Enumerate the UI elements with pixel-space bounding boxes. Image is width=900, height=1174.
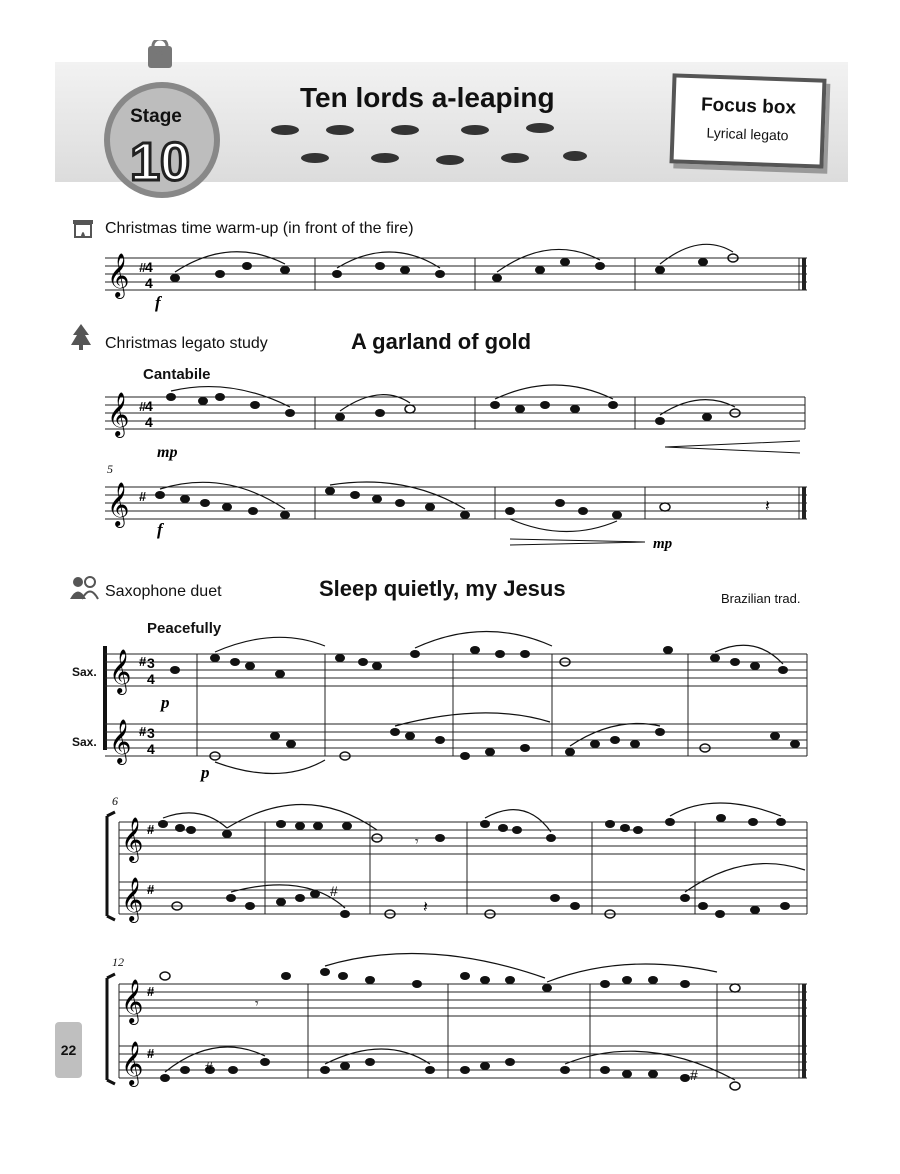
svg-text:𝄞: 𝄞	[107, 392, 130, 436]
study-tempo: Cantabile	[143, 366, 211, 383]
warmup-label: Christmas time warm-up (in front of the fire)	[105, 220, 414, 237]
warmup-staff	[105, 253, 810, 318]
stage-number: 10	[129, 132, 191, 192]
duet-measure-6: 6	[112, 794, 118, 808]
focus-box	[669, 73, 826, 168]
svg-text:#: #	[139, 654, 147, 669]
svg-text:#: #	[139, 399, 147, 414]
svg-text:𝄞: 𝄞	[121, 979, 144, 1023]
instrument-2-label: Sax.	[72, 735, 97, 749]
duet-system-2	[105, 810, 810, 930]
study-dynamic-end: mp	[653, 536, 673, 552]
svg-text:𝄽: 𝄽	[423, 897, 428, 916]
svg-text:3: 3	[147, 655, 155, 671]
duet-measure-12: 12	[112, 955, 124, 969]
svg-text:𝄾: 𝄾	[255, 996, 259, 1012]
study-staff-1	[105, 392, 810, 467]
svg-text:𝄞: 𝄞	[121, 817, 144, 861]
study-title: A garland of gold	[351, 329, 532, 354]
warmup-dynamic: f	[155, 293, 161, 312]
svg-text:4: 4	[145, 398, 153, 414]
svg-text:#: #	[147, 1046, 155, 1061]
svg-text:#: #	[690, 1067, 698, 1083]
stage-label: Stage	[130, 106, 182, 127]
svg-text:#: #	[139, 724, 147, 739]
svg-text:#: #	[147, 984, 155, 999]
svg-text:𝄞: 𝄞	[109, 719, 132, 763]
svg-text:𝄞: 𝄞	[109, 649, 132, 693]
stage-ornament-icon	[98, 40, 228, 200]
svg-text:#: #	[205, 1059, 213, 1075]
svg-text:𝄞: 𝄞	[107, 253, 130, 297]
svg-text:4: 4	[147, 741, 155, 757]
study-label: Christmas legato study	[105, 335, 268, 352]
svg-text:#: #	[147, 822, 155, 837]
duet-system-1	[105, 646, 810, 786]
svg-text:4: 4	[147, 671, 155, 687]
duet-composer: Brazilian trad.	[721, 591, 801, 606]
svg-text:𝄞: 𝄞	[107, 482, 130, 526]
study-dynamic-2: f	[157, 520, 163, 539]
svg-text:𝄞: 𝄞	[121, 877, 144, 921]
svg-text:3: 3	[147, 725, 155, 741]
svg-text:#: #	[139, 260, 147, 275]
duet-tempo: Peacefully	[147, 620, 222, 637]
svg-text:4: 4	[145, 259, 153, 275]
duet-label: Saxophone duet	[105, 583, 222, 600]
duet-players-icon	[69, 576, 99, 600]
study-staff-2	[105, 482, 810, 567]
page-number-tab: 22	[55, 1022, 82, 1078]
study-measure-number: 5	[107, 462, 113, 476]
page-title: Ten lords a-leaping	[300, 82, 555, 113]
svg-text:𝄽: 𝄽	[765, 496, 770, 515]
study-dynamic-start: mp	[157, 444, 178, 461]
christmas-tree-icon	[70, 323, 92, 351]
focus-box-title: Focus box	[700, 94, 797, 119]
duet-dynamic-1: p	[161, 693, 170, 712]
svg-text:𝄞: 𝄞	[121, 1041, 144, 1085]
duet-system-3	[105, 972, 810, 1092]
duet-title: Sleep quietly, my Jesus	[319, 576, 566, 601]
svg-text:#: #	[139, 489, 147, 504]
svg-text:#: #	[330, 883, 338, 899]
svg-text:4: 4	[145, 414, 153, 430]
svg-text:4: 4	[145, 275, 153, 291]
focus-box-text: Lyrical legato	[706, 124, 789, 144]
leaping-lords-illustration	[265, 110, 595, 180]
svg-text:𝄾: 𝄾	[415, 834, 419, 850]
svg-text:#: #	[147, 882, 155, 897]
duet-dynamic-2: p	[201, 763, 210, 782]
fireplace-icon	[72, 218, 94, 238]
instrument-1-label: Sax.	[72, 665, 97, 679]
